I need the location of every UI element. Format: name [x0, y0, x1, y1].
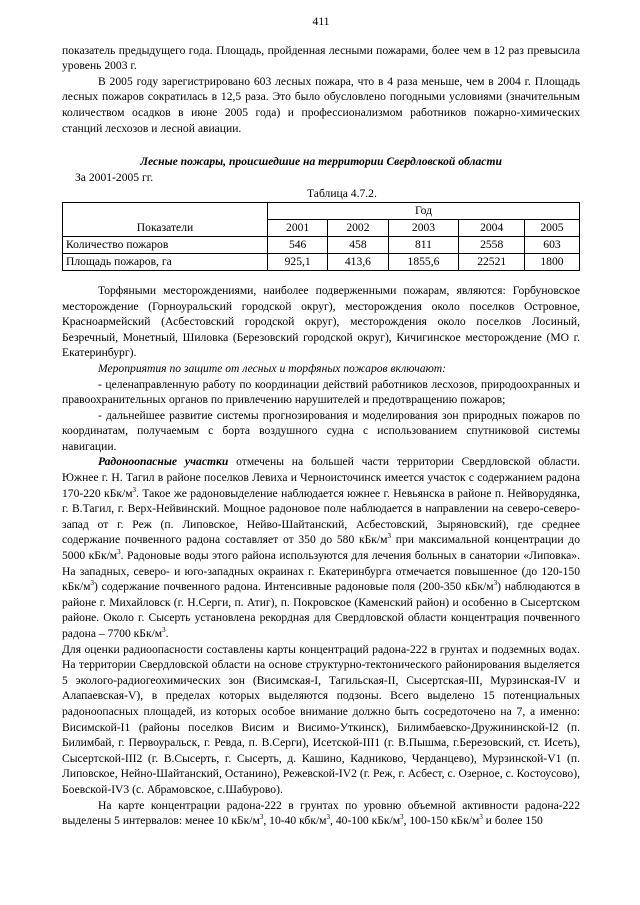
table-cell: 2558 — [459, 236, 525, 253]
table-row — [63, 236, 580, 253]
radon-text: . — [165, 627, 169, 640]
superscript: 3 — [117, 548, 121, 557]
paragraph-measure-forecasting: - дальнейшее развитие системы прогнозирования и моделирования зон природных пожаров по координатам, получаемым с борта воздушного судна с использованием спутниковой системы навигации. — [62, 408, 580, 453]
radon-text: при максимальной концентрации до 5000 кБк/м — [62, 533, 580, 563]
intervals-text: , 10-40 кбк/м — [263, 814, 327, 828]
table-title: Лесные пожары, происшедшие на территории Свердловской области — [140, 155, 502, 169]
table-number: Таблица 4.7.2. — [307, 187, 377, 201]
table-row — [63, 253, 580, 270]
page-number: 411 — [312, 15, 330, 28]
table-cell: 603 — [524, 236, 579, 253]
superscript: 3 — [90, 579, 94, 588]
document-page — [62, 14, 580, 829]
radon-text: . Такое же радоновыделение наблюдается южнее г. Невьянска в районе п. Нейворудянка, г. В.Тагил, г. Верх-Нейвинский. Мощное радоновое поле наблюдается в направлении на северо-северо-запад от г. Реж (п. Липовское, Нейво-Шайтанский, Асбестовский, Зыряновский), где среднее содержание почвенного радона составляет от 350 до 580 кБк/м — [62, 486, 580, 547]
superscript: 3 — [387, 532, 391, 541]
radon-text: отмечены на большей части территории Свердловской области. Южнее г. Н. Тагил в районе поселков Левиха и Черноисточинск имеется участок с содержанием радона 170-220 кБк/м — [62, 455, 580, 500]
superscript: 3 — [326, 813, 331, 822]
radon-text: ) содержание почвенного радона. Интенсивные радоновые поля (200-350 кБк/м — [93, 580, 494, 594]
radon-text: . Радоновые воды этого района используются для лечения больных в санатории «Липовка». На западных, северо- и юго-западных окраинах г. Екатеринбурга отмечается повышенное (до 120-150 кБк/м — [62, 549, 580, 594]
paragraph-radon-intervals — [62, 798, 580, 829]
intervals-text: , 100-150 кБк/м — [403, 814, 480, 828]
table-row-label: Количество пожаров — [63, 236, 268, 253]
paragraph-fires-2005: В 2005 году зарегистрировано 603 лесных пожара, что в 4 раза меньше, чем в 2004 г. Площадь лесных пожаров сократилась в 12,5 раза. Это было обусловлено погодными условиями (значительным количеством осадков в июне 2005 года) и профессионализмом работников пожарно-химических станций лесхозов и лесной авиации. — [62, 74, 580, 135]
superscript: 3 — [162, 626, 166, 634]
paragraph-radon-areas — [62, 454, 580, 641]
table-cell: 1800 — [524, 253, 579, 270]
intervals-text: , 40-100 кБк/м — [330, 814, 401, 828]
table-header-row — [63, 202, 580, 219]
paragraph-measure-coordination: - целенаправленную работу по координации действий работников лесхозов, природоохранных и правоохранительных органов по привлечению нарушителей и предотвращению пожаров; — [62, 377, 580, 407]
intervals-text: На карте концентрации радона-222 в грунтах по уровню объемной активности радона-222 выделены 5 интервалов: менее 10 кБк/м — [62, 798, 580, 828]
superscript: 3 — [259, 813, 264, 822]
table-cell: 925,1 — [268, 253, 328, 270]
table-year: 2002 — [328, 219, 388, 236]
superscript: 3 — [400, 813, 404, 822]
forest-fires-table — [62, 202, 580, 271]
radon-text: ) наблюдаются в районе г. Михайловск (г. Н.Серги, п. Атиг), п. Покровское (Каменский район) и особенно в Сысертском районе. Около г. Сысерть установлена рекордная для Свердловской области концентрация почвенного радона – 7700 кБк/м — [62, 580, 580, 640]
paragraph-measures-heading: Мероприятия по защите от лесных и торфяных пожаров включают: — [98, 361, 446, 375]
table-subtitle: За 2001-2005 гг. — [75, 170, 154, 184]
paragraph-peat-deposits: Торфяными месторождениями, наиболее подверженными пожарам, являются: Горбуновское месторождение (Горноуральский городской округ), месторождения около поселков Островное, Красноармейский (Асбестовский городской округ), месторождения около поселков Лосиный, Безречный, Монетный, Шиловка (Березовский городской округ), Кичигинское месторождение (МО г. Екатеринбург). — [62, 283, 580, 360]
radon-heading: Радоноопасные участки — [98, 455, 229, 469]
table-year: 2003 — [388, 219, 459, 236]
superscript: 3 — [493, 579, 498, 588]
table-header-indicators: Показатели — [63, 202, 268, 236]
paragraph-radon-maps: Для оценки радиоопасности составлены карты концентраций радона-222 в грунтах и подземных водах. На территории Свердловской области на основе структурно-тектонического районирования выделяется 5 эколого-радиогеохимических зон (Висимская-I, Тагильская-II, Сысертская-III, Мурзинская-IV и Алапаевская-V), в пределах которых выделяются подзоны. Всего выделено 15 потенциальных радоноопасных площадей, из которых особое внимание должно быть сосредоточено на 7, а именно: Висимской-I1 (районы поселков Висим и Висимо-Уткинск), Билимбаевско-Дружининской-I2 (п. Билимбай, г. Первоуральск, г. Ревда, п. В.Серги), Исетской-III1 (г. В.Пышма, г.Березовский, ст. Исеть), Сысертской-III2 (г. В.Сысерть, г. Сысерть, д. Кашино, Кадниково, Черданцево), Мурзинской-V1 (п. Липовское, Нейно-Шайтанский, Останино), Режевской-IV2 (г. Реж, г. Асбест, с. Озерное, с. Костоусово), Боевской-IV3 (с. Абрамовское, с.Шабурово). — [62, 642, 580, 796]
intervals-text: и более 150 — [482, 814, 543, 828]
superscript: 3 — [132, 485, 137, 494]
paragraph-fires-2004: показатель предыдущего года. Площадь, пройденная лесными пожарами, более чем в 12 раз превысила уровень 2003 г. — [62, 43, 580, 73]
table-cell: 458 — [328, 236, 388, 253]
table-cell: 811 — [388, 236, 459, 253]
table-cell: 413,6 — [328, 253, 388, 270]
table-year: 2004 — [459, 219, 525, 236]
table-header-year: Год — [268, 202, 580, 219]
table-cell: 22521 — [459, 253, 525, 270]
table-year: 2005 — [524, 219, 579, 236]
table-row-label: Площадь пожаров, га — [63, 253, 268, 270]
superscript: 3 — [479, 813, 483, 822]
table-cell: 1855,6 — [388, 253, 459, 270]
table-cell: 546 — [268, 236, 328, 253]
table-year: 2001 — [268, 219, 328, 236]
